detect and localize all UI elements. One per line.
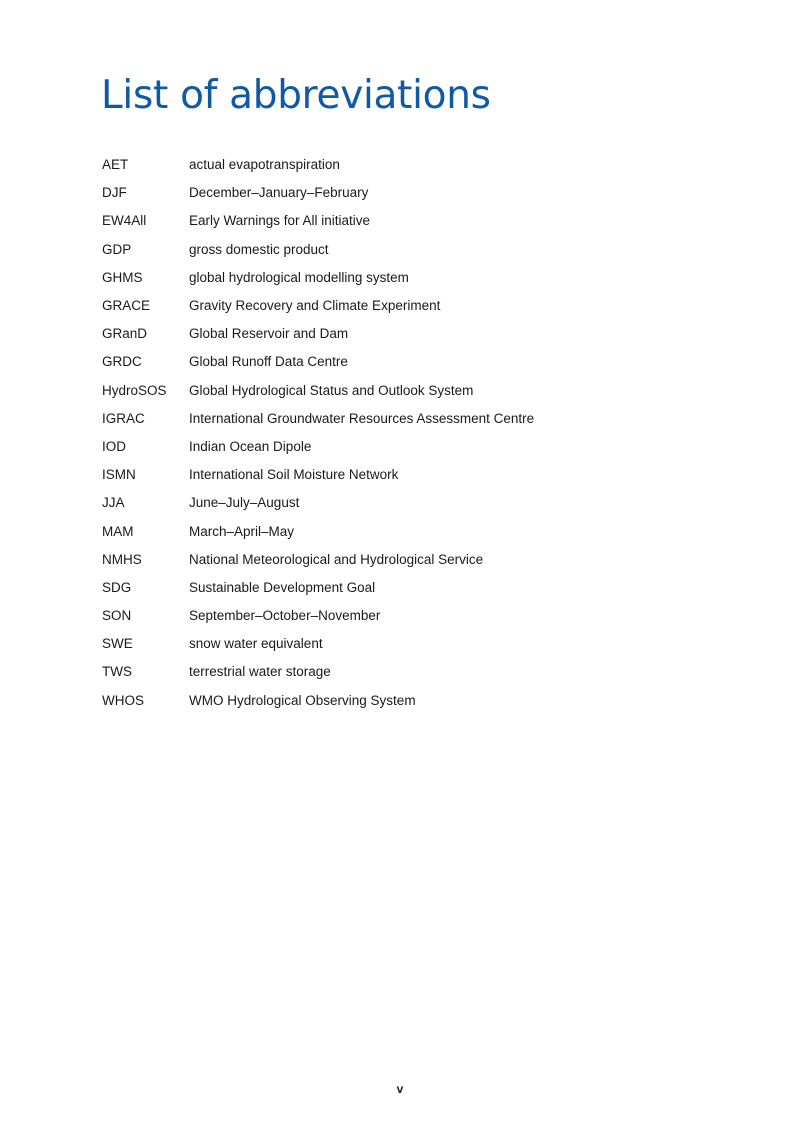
abbreviation-row [102,658,742,686]
abbreviation-row [102,292,742,320]
abbreviation-definition: June–July–August [189,495,300,511]
abbreviation-row [102,433,742,461]
abbreviation-definition: global hydrological modelling system [189,269,409,285]
abbreviation-term: GRDC [102,354,142,370]
abbreviation-definition: Global Reservoir and Dam [189,326,349,342]
abbreviation-definition: Gravity Recovery and Climate Experiment [189,298,441,314]
abbreviation-definition: Sustainable Development Goal [189,579,376,595]
abbreviation-term: DJF [102,185,127,201]
abbreviation-definition: Indian Ocean Dipole [189,438,312,454]
abbreviation-row [102,489,742,517]
abbreviation-term: NMHS [102,551,142,567]
abbreviation-row [102,179,742,207]
abbreviation-definition: WMO Hydrological Observing System [189,692,416,708]
abbreviation-row [102,264,742,292]
abbreviation-definition: Global Hydrological Status and Outlook System [189,382,474,398]
abbreviation-row [102,207,742,235]
abbreviation-definition: December–January–February [189,185,369,201]
abbreviation-row [102,320,742,348]
abbreviation-term: GRanD [102,326,148,342]
abbreviation-definition: Global Runoff Data Centre [189,354,348,370]
abbreviation-row [102,405,742,433]
abbreviation-term: GDP [102,241,132,257]
abbreviation-term: IGRAC [102,410,145,426]
abbreviation-list [102,151,742,715]
abbreviation-row [102,377,742,405]
abbreviation-row [102,546,742,574]
abbreviation-term: AET [102,157,129,173]
abbreviation-term: MAM [102,523,134,539]
abbreviation-term: JJA [102,495,125,511]
abbreviation-term: SON [102,608,132,624]
abbreviation-definition: actual evapotranspiration [189,157,340,173]
abbreviation-row [102,236,742,264]
abbreviation-row [102,630,742,658]
abbreviation-row [102,517,742,545]
abbreviation-definition: terrestrial water storage [189,664,331,680]
abbreviation-term: ISMN [102,467,136,483]
abbreviation-term: IOD [102,438,127,454]
abbreviation-row [102,348,742,376]
abbreviation-term: GHMS [102,269,143,285]
abbreviation-row [102,574,742,602]
abbreviation-definition: gross domestic product [189,241,329,257]
abbreviation-term: SWE [102,636,133,652]
abbreviation-definition: March–April–May [189,523,295,539]
abbreviation-term: TWS [102,664,132,680]
abbreviation-definition: Early Warnings for All initiative [189,213,371,229]
abbreviation-definition: National Meteorological and Hydrological Service [189,551,484,567]
abbreviation-term: EW4All [102,213,147,229]
abbreviation-definition: September–October–November [189,608,381,624]
page-number: v [396,1082,404,1096]
page-title: List of abbreviations [101,73,491,118]
abbreviation-term: SDG [102,579,132,595]
abbreviation-row [102,461,742,489]
abbreviation-definition: International Groundwater Resources Assessment Centre [189,410,535,426]
abbreviation-term: GRACE [102,298,151,314]
abbreviation-row [102,151,742,179]
abbreviation-row [102,687,742,715]
abbreviation-term: HydroSOS [102,382,167,398]
abbreviation-row [102,602,742,630]
abbreviation-definition: International Soil Moisture Network [189,467,399,483]
abbreviation-definition: snow water equivalent [189,636,323,652]
abbreviation-term: WHOS [102,692,144,708]
